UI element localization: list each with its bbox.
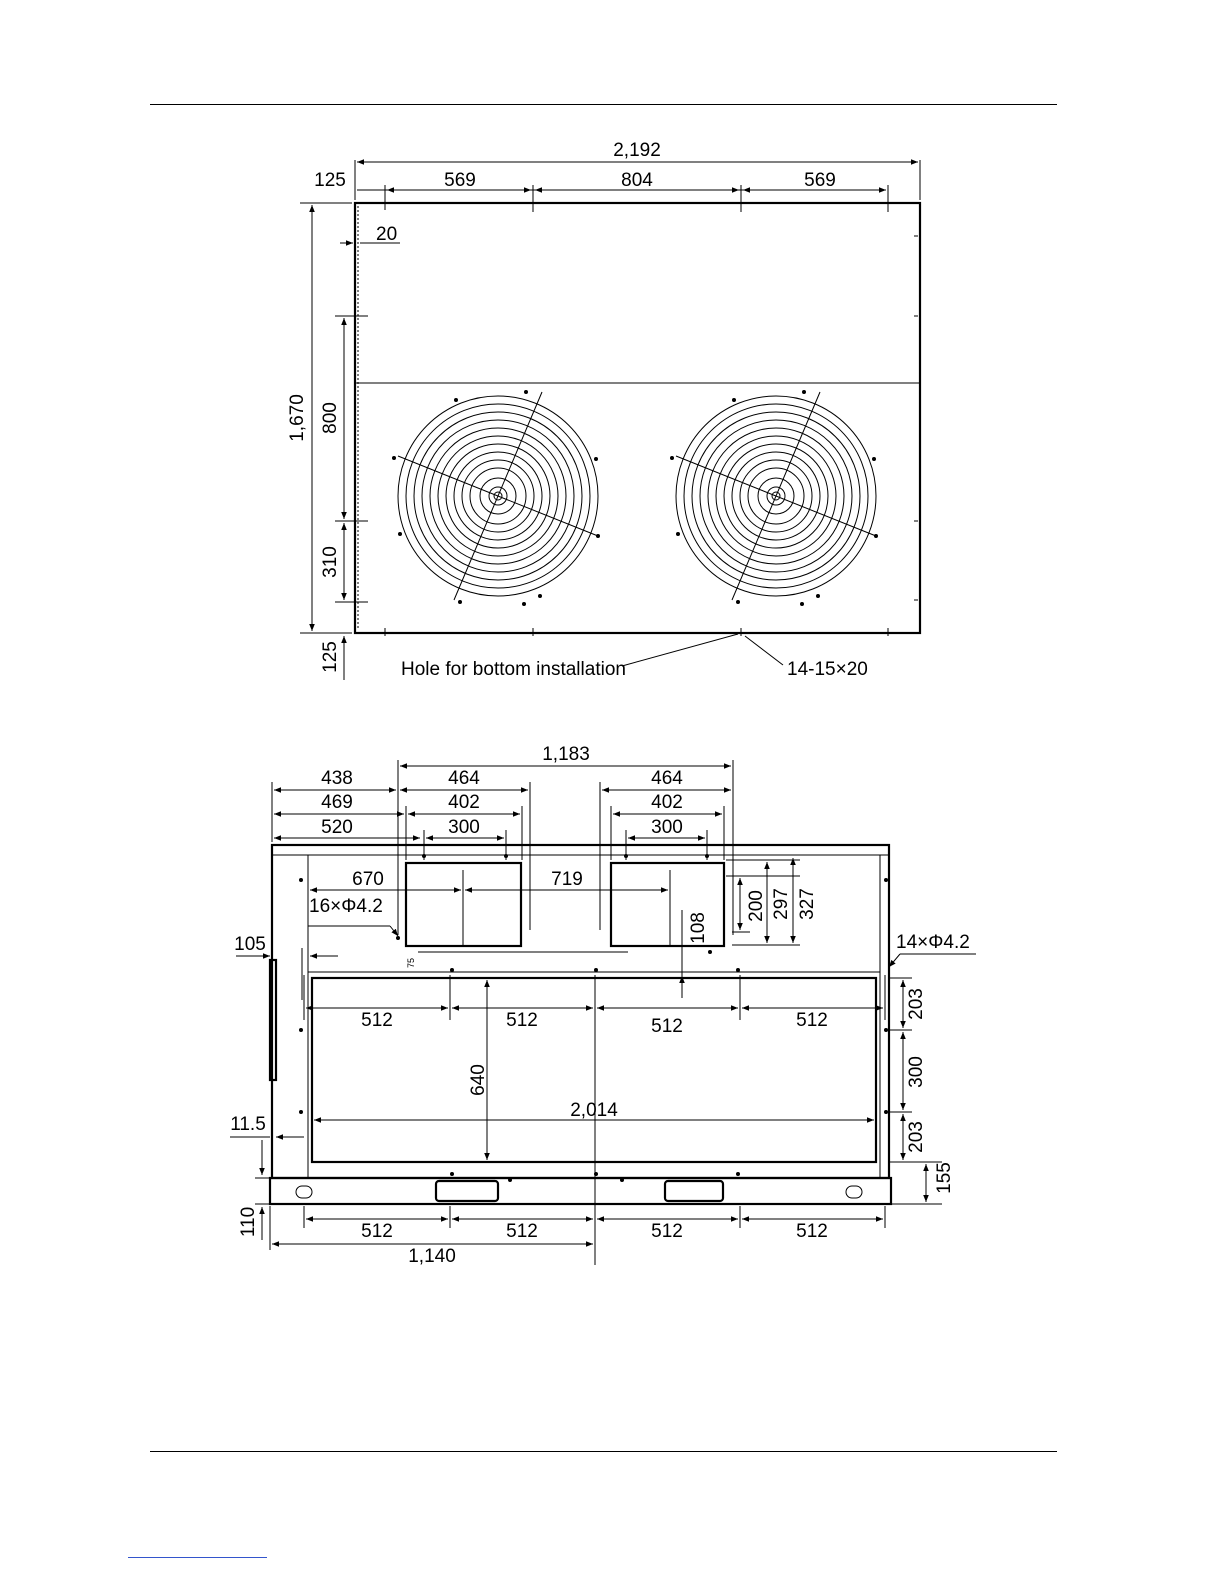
dim-640: 640 — [468, 1064, 489, 1096]
dim-open2-402: 402 — [651, 792, 683, 813]
dim-r-155: 155 — [934, 1162, 955, 1194]
dim-mid-512-b: 512 — [506, 1010, 538, 1031]
top-view-side-ticks — [914, 236, 918, 600]
dim-800: 800 — [320, 402, 341, 434]
dim-310: 310 — [320, 546, 341, 578]
dim-seg-mid: 804 — [621, 170, 653, 191]
dim-bot-512-d: 512 — [796, 1221, 828, 1242]
dim-bot-512-a: 512 — [361, 1221, 393, 1242]
dim-open1-300: 300 — [448, 817, 480, 838]
dim-seg-right: 569 — [804, 170, 836, 191]
dim-108: 108 — [688, 912, 709, 944]
dim-mid-512-a: 512 — [361, 1010, 393, 1031]
dim-bot-512-b: 512 — [506, 1221, 538, 1242]
dim-200: 200 — [746, 890, 767, 922]
dim-mid-512-d: 512 — [796, 1010, 828, 1031]
dim-open1-464: 464 — [448, 768, 480, 789]
front-view — [230, 744, 976, 1267]
base-rail — [270, 1178, 891, 1204]
top-view-outline — [355, 203, 920, 633]
dim-297: 297 — [771, 888, 792, 920]
dim-bot-512-c: 512 — [651, 1221, 683, 1242]
dim-overall-width: 2,192 — [613, 140, 661, 161]
dim-719: 719 — [551, 869, 583, 890]
front-panel — [312, 978, 876, 1162]
fan-right — [670, 390, 878, 606]
dim-1140: 1,140 — [408, 1246, 456, 1267]
dim-2014: 2,014 — [570, 1100, 618, 1121]
dim-520: 520 — [321, 817, 353, 838]
dim-open2-464: 464 — [651, 768, 683, 789]
dim-left-margin: 125 — [314, 170, 346, 191]
dim-1183: 1,183 — [542, 744, 590, 765]
dim-327: 327 — [797, 888, 818, 920]
dim-r-300: 300 — [906, 1056, 927, 1088]
dim-105: 105 — [234, 934, 266, 955]
dim-75: 75 — [406, 957, 416, 968]
dim-r-203-bot: 203 — [906, 1121, 927, 1153]
fan-left — [392, 390, 600, 606]
dim-11-5: 11.5 — [230, 1114, 266, 1135]
hole-label: Hole for bottom installation — [401, 659, 626, 680]
dim-open2-300: 300 — [651, 817, 683, 838]
top-view — [287, 140, 920, 680]
dim-overall-height: 1,670 — [287, 394, 308, 442]
dim-mid-512-c: 512 — [651, 1016, 683, 1037]
dim-469: 469 — [321, 792, 353, 813]
holes-left-label: 16×Φ4.2 — [309, 896, 383, 917]
dim-110: 110 — [238, 1206, 259, 1238]
dim-seg-left: 569 — [444, 170, 476, 191]
dim-670: 670 — [352, 869, 384, 890]
dim-r-203-top: 203 — [906, 988, 927, 1020]
holes-right-label: 14×Φ4.2 — [896, 932, 970, 953]
hole-spec: 14-15×20 — [787, 659, 868, 680]
dim-438: 438 — [321, 768, 353, 789]
dim-125-bottom: 125 — [320, 641, 341, 673]
dim-offset-20: 20 — [376, 224, 398, 245]
dim-open1-402: 402 — [448, 792, 480, 813]
